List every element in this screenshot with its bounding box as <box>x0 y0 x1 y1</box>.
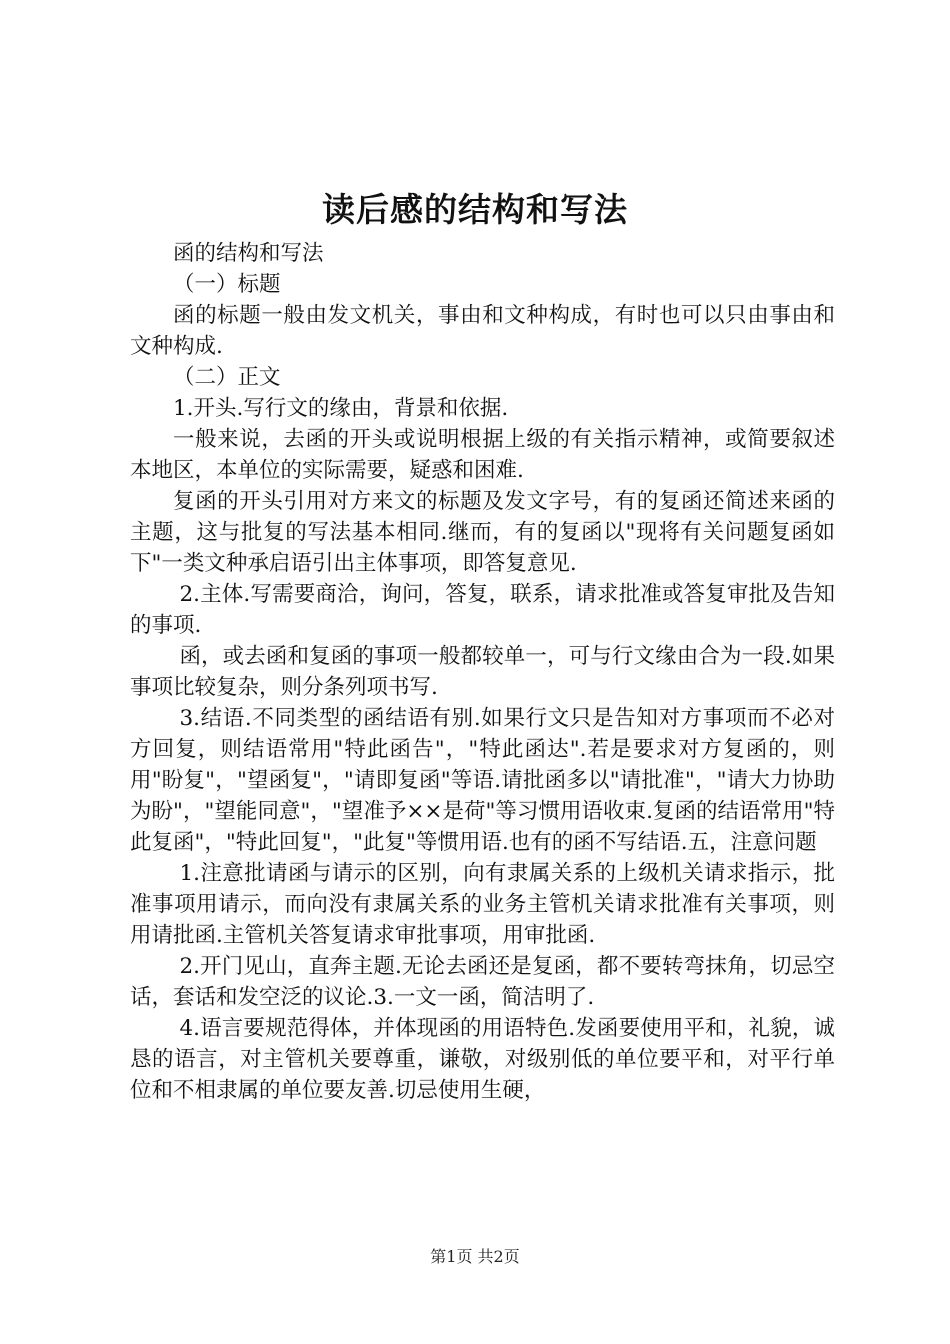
document-body <box>130 238 835 1106</box>
paragraph: 3.结语.不同类型的函结语有别.如果行文只是告知对方事项而不必对方回复，则结语常用"特此函告"，"特此函达".若是要求对方复函的，则用"盼复"，"望函复"，"请即复函"等语.请批函多以"请批准"，"请大力协助为盼"，"望能同意"，"望准予××是荷"等习惯用语收束.复函的结语常用"特此复函"，"特此回复"，"此复"等惯用语.也有的函不写结语.五，注意问题 <box>130 706 835 855</box>
paragraph: 1.开头.写行文的缘由，背景和依据. <box>173 396 509 421</box>
paragraph: 复函的开头引用对方来文的标题及发文字号，有的复函还简述来函的主题，这与批复的写法基本相同.继而，有的复函以"现将有关问题复函如下"一类文种承启语引出主体事项，即答复意见. <box>130 489 835 576</box>
paragraph: （一）标题 <box>173 272 281 297</box>
paragraph: 2.主体.写需要商洽，询问，答复，联系，请求批准或答复审批及告知的事项. <box>130 582 835 638</box>
paragraph: 1.注意批请函与请示的区别，向有隶属关系的上级机关请求指示，批准事项用请示，而向没有隶属关系的业务主管机关请求批准有关事项，则用请批函.主管机关答复请求审批事项，用审批函. <box>130 861 835 948</box>
paragraph: 2.开门见山，直奔主题.无论去函还是复函，都不要转弯抹角，切忌空话，套话和发空泛的议论.3.一文一函，简洁明了. <box>130 954 835 1010</box>
page-indicator: 第1页 共2页 <box>430 1247 520 1266</box>
paragraph: 函，或去函和复函的事项一般都较单一，可与行文缘由合为一段.如果事项比较复杂，则分条列项书写. <box>130 644 835 700</box>
paragraph: 函的标题一般由发文机关，事由和文种构成，有时也可以只由事由和文种构成. <box>130 303 835 359</box>
paragraph: 4.语言要规范得体，并体现函的用语特色.发函要使用平和，礼貌，诚恳的语言，对主管机关要尊重，谦敬，对级别低的单位要平和，对平行单位和不相隶属的单位要友善.切忌使用生硬， <box>130 1016 835 1103</box>
paragraph: （二）正文 <box>173 365 281 390</box>
document-title: 读后感的结构和写法 <box>322 190 628 229</box>
paragraph: 函的结构和写法 <box>173 241 324 266</box>
paragraph: 一般来说，去函的开头或说明根据上级的有关指示精神，或简要叙述本地区，本单位的实际需要，疑惑和困难. <box>130 427 835 483</box>
